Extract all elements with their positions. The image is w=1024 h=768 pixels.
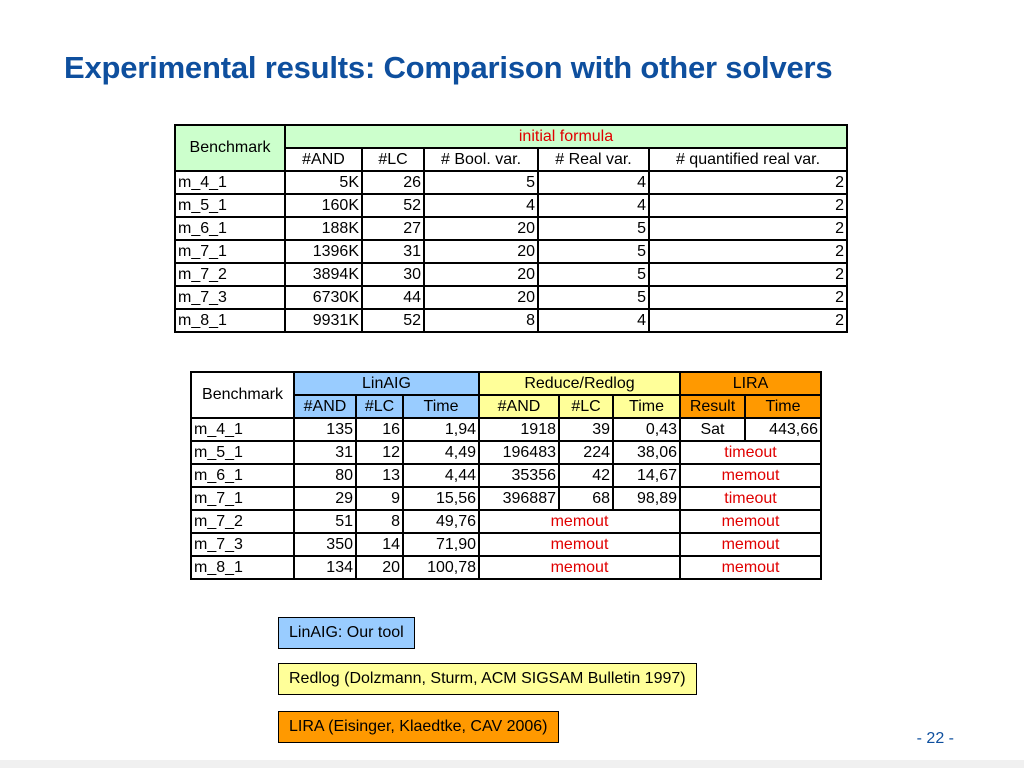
column-header: #AND — [285, 148, 362, 171]
value-cell: 2 — [649, 263, 847, 286]
value-cell: 2 — [649, 240, 847, 263]
value-cell: 2 — [649, 217, 847, 240]
benchmark-cell: m_6_1 — [175, 217, 285, 240]
initial-formula-table — [174, 124, 848, 333]
status-cell: timeout — [680, 487, 821, 510]
value-cell: 16 — [356, 418, 403, 441]
benchmark-cell: m_7_2 — [191, 510, 294, 533]
benchmark-cell: m_7_3 — [191, 533, 294, 556]
value-cell: 4 — [538, 171, 649, 194]
value-cell: 42 — [559, 464, 613, 487]
value-cell: 9931K — [285, 309, 362, 332]
value-cell: 160K — [285, 194, 362, 217]
table-row — [191, 533, 821, 556]
table-row — [191, 418, 821, 441]
value-cell: 52 — [362, 309, 424, 332]
value-cell: 30 — [362, 263, 424, 286]
benchmark-cell: m_7_1 — [175, 240, 285, 263]
column-header: #LC — [559, 395, 613, 418]
value-cell: 5 — [538, 286, 649, 309]
benchmark-cell: m_7_1 — [191, 487, 294, 510]
value-cell: 196483 — [479, 441, 559, 464]
value-cell: 5 — [538, 240, 649, 263]
value-cell: 35356 — [479, 464, 559, 487]
value-cell: 100,78 — [403, 556, 479, 579]
benchmark-cell: m_7_3 — [175, 286, 285, 309]
column-header: # Bool. var. — [424, 148, 538, 171]
value-cell: 14 — [356, 533, 403, 556]
redlog-header: Reduce/Redlog — [479, 372, 680, 395]
table-row — [175, 286, 847, 309]
benchmark-cell: m_4_1 — [175, 171, 285, 194]
result-cell: Sat — [680, 418, 745, 441]
value-cell: 350 — [294, 533, 356, 556]
status-cell: memout — [479, 556, 680, 579]
value-cell: 15,56 — [403, 487, 479, 510]
value-cell: 20 — [424, 240, 538, 263]
benchmark-cell: m_8_1 — [191, 556, 294, 579]
value-cell: 443,66 — [745, 418, 821, 441]
redlog-note: Redlog (Dolzmann, Sturm, ACM SIGSAM Bulletin 1997) — [278, 663, 697, 695]
value-cell: 2 — [649, 309, 847, 332]
status-cell: memout — [680, 464, 821, 487]
value-cell: 39 — [559, 418, 613, 441]
solver-comparison-rows — [191, 418, 821, 579]
value-cell: 44 — [362, 286, 424, 309]
initial-formula-rows — [175, 171, 847, 332]
initial-formula-header: initial formula — [285, 125, 847, 148]
value-cell: 224 — [559, 441, 613, 464]
column-header: Result — [680, 395, 745, 418]
table-row — [191, 487, 821, 510]
status-cell: memout — [479, 510, 680, 533]
value-cell: 31 — [294, 441, 356, 464]
column-header: #LC — [356, 395, 403, 418]
value-cell: 135 — [294, 418, 356, 441]
value-cell: 49,76 — [403, 510, 479, 533]
value-cell: 5K — [285, 171, 362, 194]
table-row — [191, 510, 821, 533]
value-cell: 3894K — [285, 263, 362, 286]
table-row — [175, 309, 847, 332]
value-cell: 1918 — [479, 418, 559, 441]
value-cell: 6730K — [285, 286, 362, 309]
value-cell: 2 — [649, 286, 847, 309]
value-cell: 68 — [559, 487, 613, 510]
lira-note: LIRA (Eisinger, Klaedtke, CAV 2006) — [278, 711, 559, 743]
value-cell: 20 — [424, 217, 538, 240]
value-cell: 4,44 — [403, 464, 479, 487]
value-cell: 27 — [362, 217, 424, 240]
column-header: Time — [613, 395, 680, 418]
value-cell: 1396K — [285, 240, 362, 263]
column-header: #AND — [294, 395, 356, 418]
solver-comparison-table — [190, 371, 822, 580]
lira-header: LIRA — [680, 372, 821, 395]
benchmark-header: Benchmark — [191, 372, 294, 418]
benchmark-cell: m_8_1 — [175, 309, 285, 332]
value-cell: 80 — [294, 464, 356, 487]
table-row — [175, 194, 847, 217]
benchmark-cell: m_6_1 — [191, 464, 294, 487]
value-cell: 98,89 — [613, 487, 680, 510]
value-cell: 5 — [538, 263, 649, 286]
column-header: Time — [745, 395, 821, 418]
value-cell: 9 — [356, 487, 403, 510]
table-row — [175, 263, 847, 286]
value-cell: 1,94 — [403, 418, 479, 441]
value-cell: 20 — [424, 286, 538, 309]
value-cell: 8 — [356, 510, 403, 533]
benchmark-cell: m_7_2 — [175, 263, 285, 286]
status-cell: memout — [479, 533, 680, 556]
table-row — [175, 240, 847, 263]
value-cell: 4 — [538, 309, 649, 332]
value-cell: 5 — [424, 171, 538, 194]
value-cell: 14,67 — [613, 464, 680, 487]
value-cell: 4 — [538, 194, 649, 217]
benchmark-cell: m_4_1 — [191, 418, 294, 441]
value-cell: 4 — [424, 194, 538, 217]
value-cell: 29 — [294, 487, 356, 510]
table-row — [191, 464, 821, 487]
value-cell: 20 — [424, 263, 538, 286]
column-header: #LC — [362, 148, 424, 171]
column-header: # Real var. — [538, 148, 649, 171]
value-cell: 2 — [649, 171, 847, 194]
benchmark-cell: m_5_1 — [191, 441, 294, 464]
table-row — [191, 556, 821, 579]
linaig-header: LinAIG — [294, 372, 479, 395]
value-cell: 8 — [424, 309, 538, 332]
column-header: #AND — [479, 395, 559, 418]
status-cell: memout — [680, 533, 821, 556]
status-cell: memout — [680, 510, 821, 533]
value-cell: 2 — [649, 194, 847, 217]
value-cell: 20 — [356, 556, 403, 579]
value-cell: 4,49 — [403, 441, 479, 464]
page-number: - 22 - — [916, 730, 954, 747]
value-cell: 396887 — [479, 487, 559, 510]
value-cell: 26 — [362, 171, 424, 194]
value-cell: 12 — [356, 441, 403, 464]
benchmark-cell: m_5_1 — [175, 194, 285, 217]
linaig-note: LinAIG: Our tool — [278, 617, 415, 649]
value-cell: 0,43 — [613, 418, 680, 441]
slide-title: Experimental results: Comparison with other solvers — [64, 50, 833, 85]
column-header: Time — [403, 395, 479, 418]
value-cell: 188K — [285, 217, 362, 240]
value-cell: 71,90 — [403, 533, 479, 556]
table-row — [175, 217, 847, 240]
table-row — [175, 171, 847, 194]
value-cell: 5 — [538, 217, 649, 240]
column-header: # quantified real var. — [649, 148, 847, 171]
value-cell: 38,06 — [613, 441, 680, 464]
table-row — [191, 441, 821, 464]
benchmark-header: Benchmark — [175, 125, 285, 171]
value-cell: 52 — [362, 194, 424, 217]
footer-bar — [0, 760, 1024, 768]
value-cell: 31 — [362, 240, 424, 263]
value-cell: 51 — [294, 510, 356, 533]
status-cell: timeout — [680, 441, 821, 464]
status-cell: memout — [680, 556, 821, 579]
value-cell: 134 — [294, 556, 356, 579]
value-cell: 13 — [356, 464, 403, 487]
